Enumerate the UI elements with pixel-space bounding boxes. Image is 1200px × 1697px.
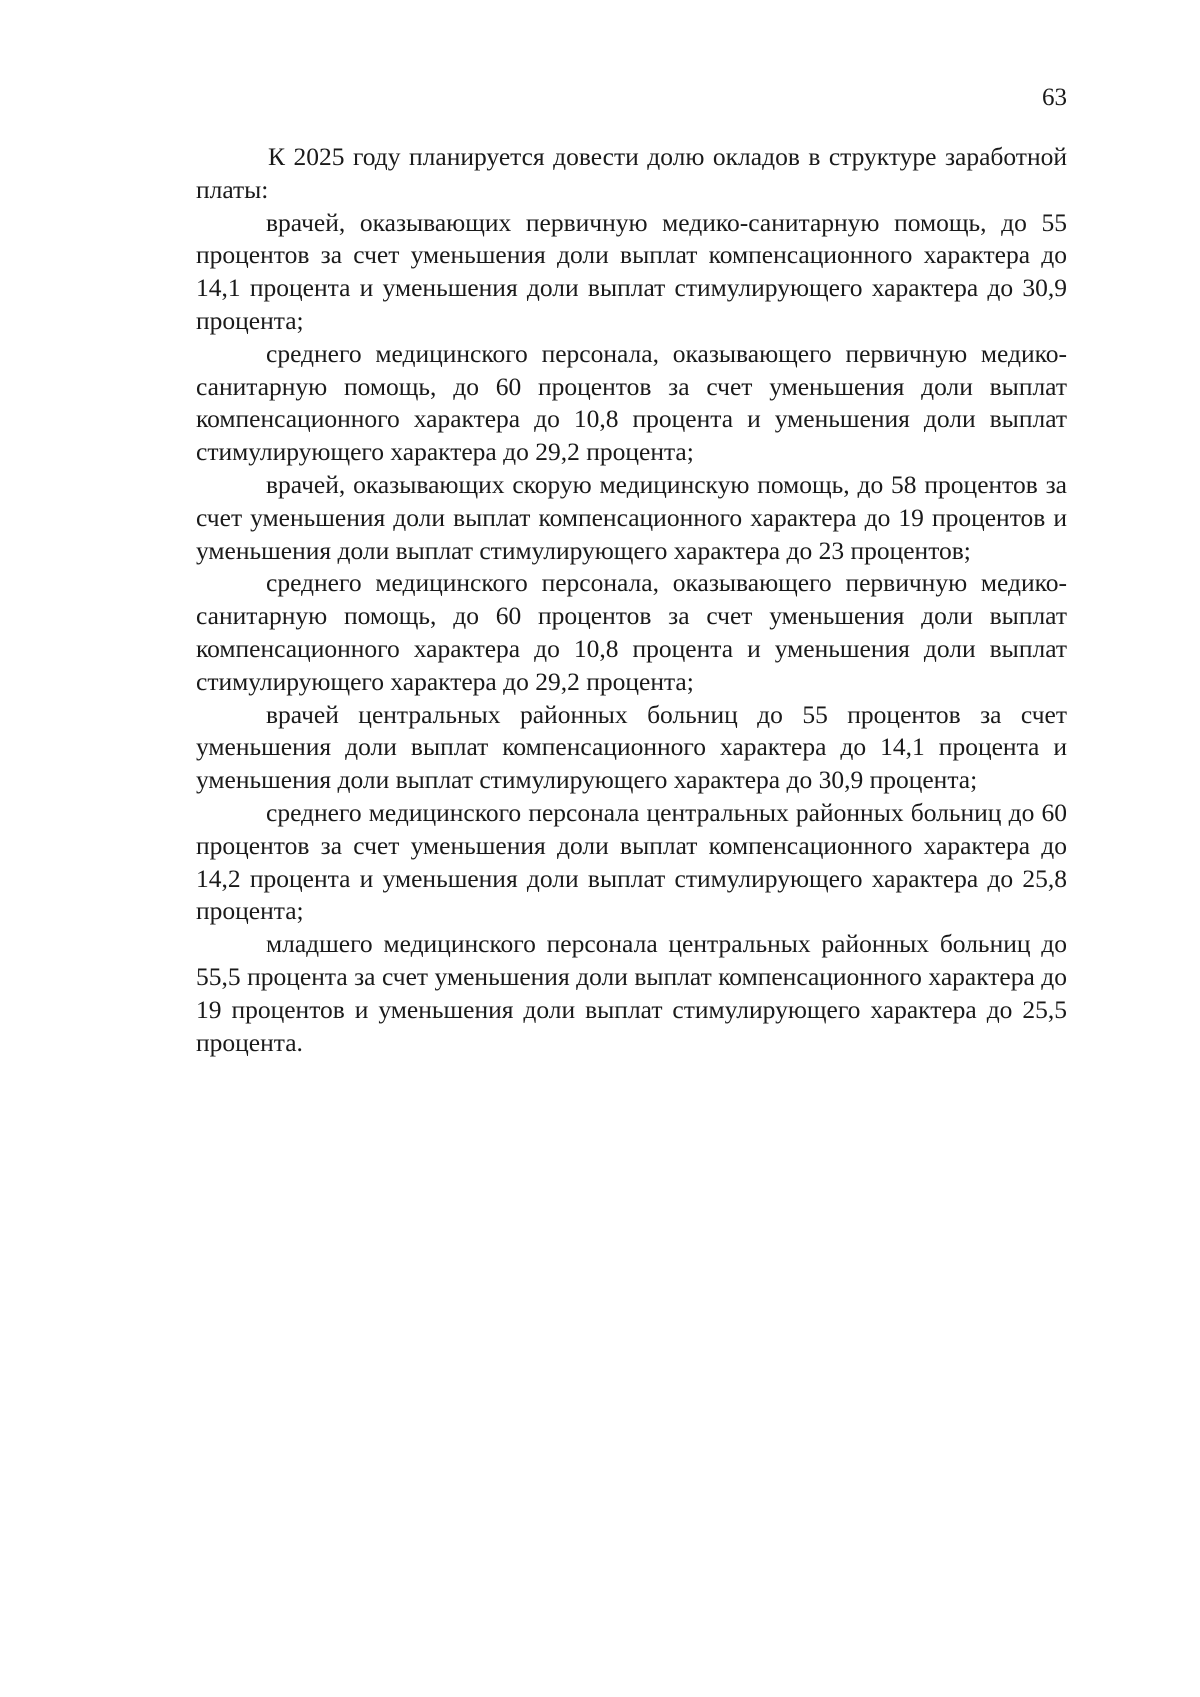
body-text xyxy=(196,141,1067,1059)
paragraph-primary-care-nurses: среднего медицинского персонала, оказывающего первичную медико-санитарную помощь, до 60 процентов за счет уменьшения доли выплат компенсационного характера до 10,8 процента и уменьшения доли выплат стимулирующего характера до 29,2 процента; xyxy=(196,338,1067,467)
paragraph-emergency-doctors: врачей, оказывающих скорую медицинскую помощь, до 58 процентов за счет уменьшения доли выплат компенсационного характера до 19 процентов и уменьшения доли выплат стимулирующего характера до 23 процентов; xyxy=(196,469,1067,565)
paragraph-district-hospital-junior-staff: младшего медицинского персонала центральных районных больниц до 55,5 процента за счет уменьшения доли выплат компенсационного характера до 19 процентов и уменьшения доли выплат стимулирующего характера до 25,5 процента. xyxy=(196,929,1067,1057)
paragraph-district-hospital-doctors: врачей центральных районных больниц до 55 процентов за счет уменьшения доли выплат компенсационного характера до 14,1 процента и уменьшения доли выплат стимулирующего характера до 30,9 процента; xyxy=(196,699,1067,795)
page-number: 63 xyxy=(1042,84,1067,111)
paragraph-district-hospital-nurses: среднего медицинского персонала центральных районных больниц до 60 процентов за счет уменьшения доли выплат компенсационного характера до 14,2 процента и уменьшения доли выплат стимулирующего характера до 25,8 процента; xyxy=(196,797,1067,926)
paragraph-primary-care-doctors: врачей, оказывающих первичную медико-санитарную помощь, до 55 процентов за счет уменьшения доли выплат компенсационного характера до 14,1 процента и уменьшения доли выплат стимулирующего характера до 30,9 процента; xyxy=(196,207,1067,335)
intro-paragraph: К 2025 году планируется довести долю окладов в структуре заработной платы: xyxy=(196,142,1067,204)
paragraph-primary-care-nurses-repeat: среднего медицинского персонала, оказывающего первичную медико-санитарную помощь, до 60 процентов за счет уменьшения доли выплат компенсационного характера до 10,8 процента и уменьшения доли выплат стимулирующего характера до 29,2 процента; xyxy=(196,568,1067,696)
